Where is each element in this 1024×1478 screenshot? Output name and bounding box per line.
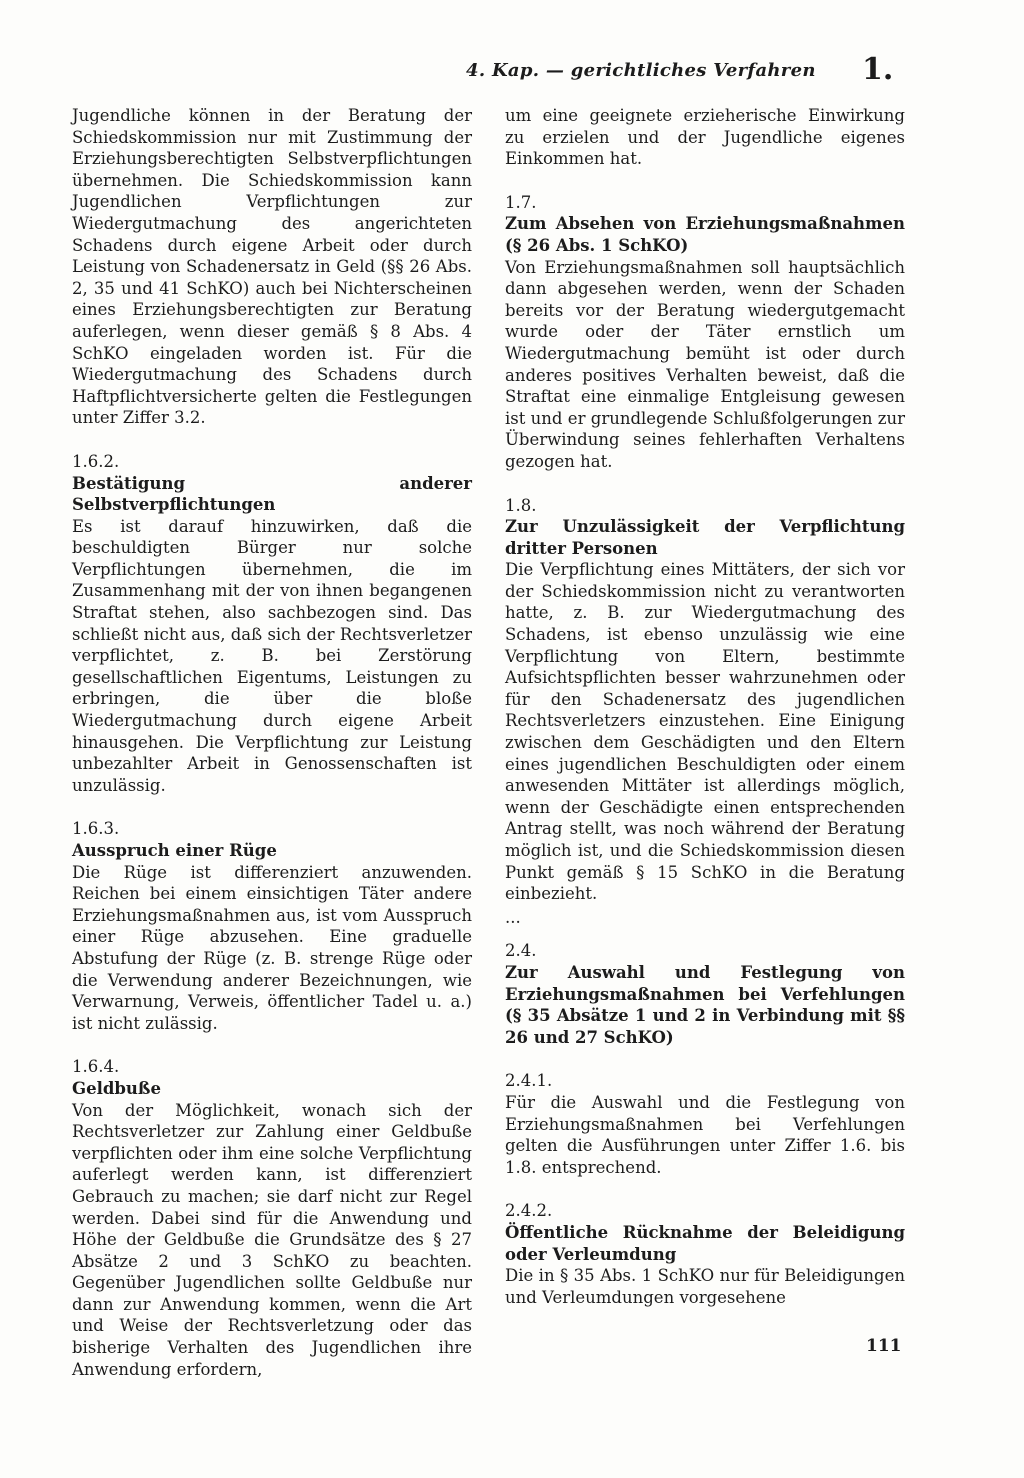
section-number: 2.4.1. <box>505 1071 553 1091</box>
section-heading: Öffentliche Rücknahme der Beleidigung oder Verleumdung <box>505 1222 905 1264</box>
section-number: 2.4.2. <box>505 1201 553 1221</box>
section-2-4-2 <box>505 1200 905 1308</box>
section-1-6-3 <box>72 818 472 1034</box>
section-1-6-2 <box>72 451 472 797</box>
section-text: Von Erziehungsmaßnahmen soll hauptsächlich dann abgesehen werden, wenn der Schaden bereits vor der Beratung wiedergutgemacht wurde oder der Täter ernstlich um Wiedergutmachung bemüht ist oder durch anderes positives Verhalten beweist, daß die Straftat eine einmalige Entgleisung gewesen ist und er grundlegende Schlußfolgerungen zur Überwindung seines fehlerhaften Verhaltens gezogen hat. <box>505 257 905 471</box>
page-number: 111 <box>866 1336 902 1356</box>
intro-paragraph: Jugendliche können in der Beratung der Schiedskommission nur mit Zustimmung der Erziehungsberechtigten Selbstverpflichtungen übernehmen. Die Schiedskommission kann Jugendlichen Verpflichtungen zur Wiedergutmachung des angerichteten Schadens durch eigene Arbeit oder durch Leistung von Schadenersatz in Geld (§§ 26 Abs. 2, 35 und 41 SchKO) auch bei Nichterscheinen eines Erziehungsberechtigten zur Beratung auferlegen, wenn dieser gemäß § 8 Abs. 4 SchKO eingeladen worden ist. Für die Wiedergutmachung des Schadens durch Haftpflichtversicherte gelten die Festlegungen unter Ziffer 3.2. <box>72 106 472 428</box>
omission-ellipsis: ... <box>505 907 521 927</box>
section-heading: Geldbuße <box>72 1078 161 1098</box>
section-2-4-1 <box>505 1070 905 1178</box>
section-heading: Zur Unzulässigkeit der Verpflichtung dritter Personen <box>505 517 905 558</box>
section-text: Die Rüge ist differenziert anzuwenden. Reichen bei einem einsichtigen Täter andere Erziehungsmaßnahmen aus, ist vom Ausspruch einer Rüge abzusehen. Eine graduelle Abstufung der Rüge (z. B. strenge Rüge oder die Verwendung anderer Bezeichnungen, wie Verwarnung, Verweis, öffentlicher Tadel u. a.) ist nicht zulässig. <box>72 862 472 1033</box>
section-1-8 <box>505 495 905 905</box>
section-heading: Zur Auswahl und Festlegung von Erziehungsmaßnahmen bei Verfehlungen (§ 35 Absätze 1 und 2 in Verbindung mit §§ 26 und 27 SchKO) <box>505 962 905 1047</box>
section-number: 1.6.3. <box>72 819 120 839</box>
chapter-number: 1. <box>862 52 894 87</box>
section-number: 1.8. <box>505 495 537 515</box>
section-number: 1.7. <box>505 192 537 212</box>
continued-paragraph: um eine geeignete erzieherische Einwirkung zu erzielen und der Jugendliche eigenes Einkommen hat. <box>505 106 905 169</box>
section-text: Die in § 35 Abs. 1 SchKO nur für Beleidigungen und Verleumdungen vorgesehene <box>505 1266 905 1307</box>
section-text: Es ist darauf hinzuwirken, daß die beschuldigten Bürger nur solche Verpflichtungen übernehmen, die im Zusammenhang mit der von ihnen begangenen Straftat stehen, also sachbezogen sind. Das schließt nicht aus, daß sich der Rechtsverletzer verpflichtet, z. B. bei Zerstörung gesellschaftlichen Eigentums, Leistungen zu erbringen, die über die bloße Wiedergutmachung durch eigene Arbeit hinausgehen. Die Verpflichtung zur Leistung unbezahlter Arbeit in Genossenschaften ist unzulässig. <box>72 516 472 795</box>
section-text: Von der Möglichkeit, wonach sich der Rechtsverletzer zur Zahlung einer Geldbuße verpflichten oder ihm eine solche Verpflichtung auferlegt werden kann, ist differenziert Gebrauch zu machen; sie darf nicht zur Regel werden. Dabei sind für die Anwendung und Höhe der Geldbuße die Grundsätze des § 27 Absätze 2 und 3 SchKO zu beachten. Gegenüber Jugendlichen sollte Geldbuße nur dann zur Anwendung kommen, wenn die Art und Weise der Rechtsverletzung oder das bisherige Verhalten des Jugendlichen ihre Anwendung erfordern, <box>72 1100 472 1379</box>
section-1-7 <box>505 192 905 473</box>
section-text: Für die Auswahl und die Festlegung von Erziehungsmaßnahmen bei Verfehlungen gelten die Ausführungen unter Ziffer 1.6. bis 1.8. entsprechend. <box>505 1092 905 1177</box>
section-1-6-4 <box>72 1056 472 1380</box>
section-heading: Bestätigung anderer Selbstverpflichtungen <box>72 473 472 515</box>
section-2-4 <box>505 940 905 1048</box>
right-column <box>505 105 905 1308</box>
left-column <box>72 105 472 1380</box>
section-heading: Zum Absehen von Erziehungsmaßnahmen (§ 26 Abs. 1 SchKO) <box>505 214 905 255</box>
running-header: 4. Kap. — gerichtliches Verfahren <box>466 60 816 81</box>
section-text: Die Verpflichtung eines Mittäters, der sich vor der Schiedskommission nicht zu verantworten hatte, z. B. zur Wiedergutmachung des Schadens, ist ebenso unzulässig wie eine Verpflichtung von Eltern, bestimmte Aufsichtspflichten besser wahrzunehmen oder für den Schadenersatz des jugendlichen Rechtsverletzers einzustehen. Eine Einigung zwischen dem Geschädigten und den Eltern eines jugendlichen Beschuldigten oder einem anwesenden Mittäter ist allerdings möglich, wenn der Geschädigte einen entsprechenden Antrag stellt, was noch während der Beratung möglich ist, und die Schiedskommission diesen Punkt gemäß § 15 SchKO in die Beratung einbezieht. <box>505 560 905 904</box>
section-number: 1.6.2. <box>72 451 120 471</box>
section-heading: Ausspruch einer Rüge <box>72 841 277 860</box>
section-number: 1.6.4. <box>72 1057 120 1077</box>
section-number: 2.4. <box>505 941 537 961</box>
